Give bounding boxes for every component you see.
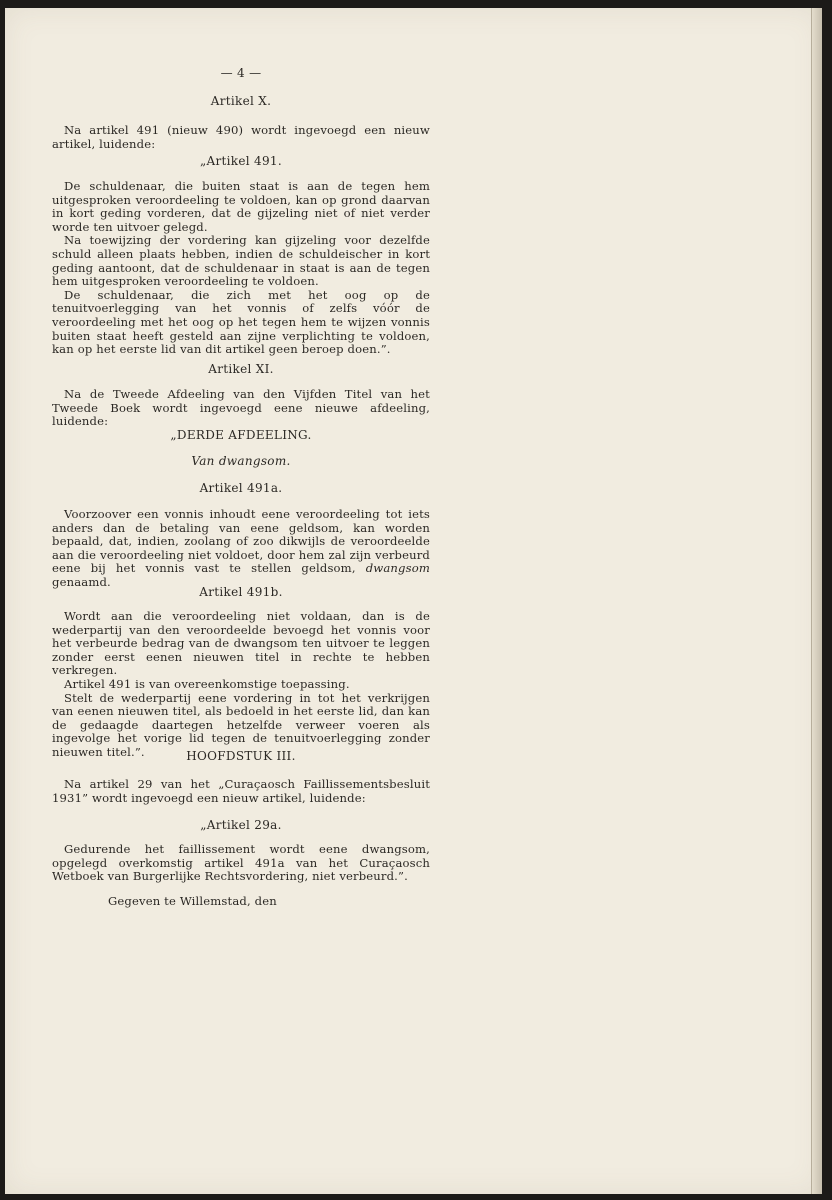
paragraph: Stelt de wederpartij eene vordering in tot het verkrijgen van eenen nieuwen titel, als bedoeld in het eerste lid, dan kan de gedaagde daartegen hetzelfde verweer voeren als ingevolge het vorige lid tegen de tenuitvoerlegging zonder nieuwen titel.”. xyxy=(52,690,430,759)
text-run: genaamd. xyxy=(52,574,111,589)
artikel-x-intro xyxy=(52,124,430,151)
paragraph xyxy=(52,508,430,590)
paragraph: Na de Tweede Afdeeling van den Vijfden Titel van het Tweede Boek wordt ingevoegd eene nieuwe afdeeling, luidende: xyxy=(52,387,430,429)
artikel-491a-text xyxy=(52,508,430,590)
paragraph: Wordt aan die veroordeeling niet voldaan, dan is de wederpartij van den veroordeelde bevoegd het vonnis voor het verbeurde bedrag van de dwangsom ten uitvoer te leggen zonder eerst eenen nieuwen titel in rechte te hebben verkregen. xyxy=(52,609,430,678)
heading-artikel-x: Artikel X. xyxy=(210,94,272,108)
quote-heading-artikel-491: „Artikel 491. xyxy=(200,154,282,168)
paragraph: Gedurende het faillissement wordt eene dwangsom, opgelegd overkomstig artikel 491a van het Curaçaosch Wetboek van Burgerlijke Rechtsvordering, niet verbeurd.”. xyxy=(52,842,430,884)
page-edge xyxy=(811,8,822,1194)
artikel-491b-text xyxy=(52,610,430,760)
paragraph: Na artikel 29 van het „Curaçaosch Faillissementsbesluit 1931” wordt ingevoegd een nieuw artikel, luidende: xyxy=(52,777,430,805)
paragraph: Na toewijzing der vordering kan gijzeling voor dezelfde schuld alleen plaats hebben, indien de schuldeischer in kort geding aantoont, dat de schuldenaar in staat is aan de tegen hem uitgesproken veroordeeling te voldoen. xyxy=(52,233,430,289)
artikel-491-text xyxy=(52,180,430,357)
paragraph: Artikel 491 is van overeenkomstige toepassing. xyxy=(64,676,350,691)
artikel-xi-intro xyxy=(52,388,430,429)
paragraph: Gegeven te Willemstad, den xyxy=(108,894,277,908)
heading-hoofdstuk-iii: HOOFDSTUK III. xyxy=(186,749,296,763)
paragraph: Na artikel 491 (nieuw 490) wordt ingevoegd een nieuw artikel, luidende: xyxy=(52,123,430,151)
quote-heading-artikel-29a: „Artikel 29a. xyxy=(200,818,282,832)
artikel-29a-text xyxy=(52,843,430,884)
text-run-italic: dwangsom xyxy=(365,561,430,576)
heading-artikel-491b: Artikel 491b. xyxy=(199,585,283,599)
heading-artikel-xi: Artikel XI. xyxy=(208,362,274,376)
subtitle-text: Van dwangsom. xyxy=(191,454,291,468)
afdeeling-subtitle xyxy=(52,454,430,468)
afdeeling-heading: „DERDE AFDEELING. xyxy=(170,428,312,442)
text-run: Voorzoover een vonnis inhoudt eene veroordeeling tot iets anders dan de betaling van eene geldsom, kan worden bepaald, dat, indien, zoolang of zoo dikwijls de veroordeelde aan die veroordeeling niet voldoet, door hem zal zijn verbeurd eene bij het vonnis vast te stellen geldsom, xyxy=(52,507,430,576)
paragraph: De schuldenaar, die zich met het oog op de tenuitvoerlegging van het vonnis of zelfs vóór de veroordeeling met het oog op het tegen hem te wijzen vonnis buiten staat heeft gesteld aan zijne verplichting te voldoen, kan op het eerste lid van dit artikel geen beroep doen.”. xyxy=(52,287,430,357)
paragraph: De schuldenaar, die buiten staat is aan de tegen hem uitgesproken veroordeeling te voldoen, kan op grond daarvan in kort geding vorderen, dat de gijzeling niet of niet verder worde ten uitvoer gelegd. xyxy=(52,179,430,234)
hoofdstuk-iii-intro xyxy=(52,778,430,805)
page-number: — 4 — xyxy=(220,66,262,80)
heading-artikel-491a: Artikel 491a. xyxy=(199,481,283,495)
closing-line xyxy=(52,895,430,909)
